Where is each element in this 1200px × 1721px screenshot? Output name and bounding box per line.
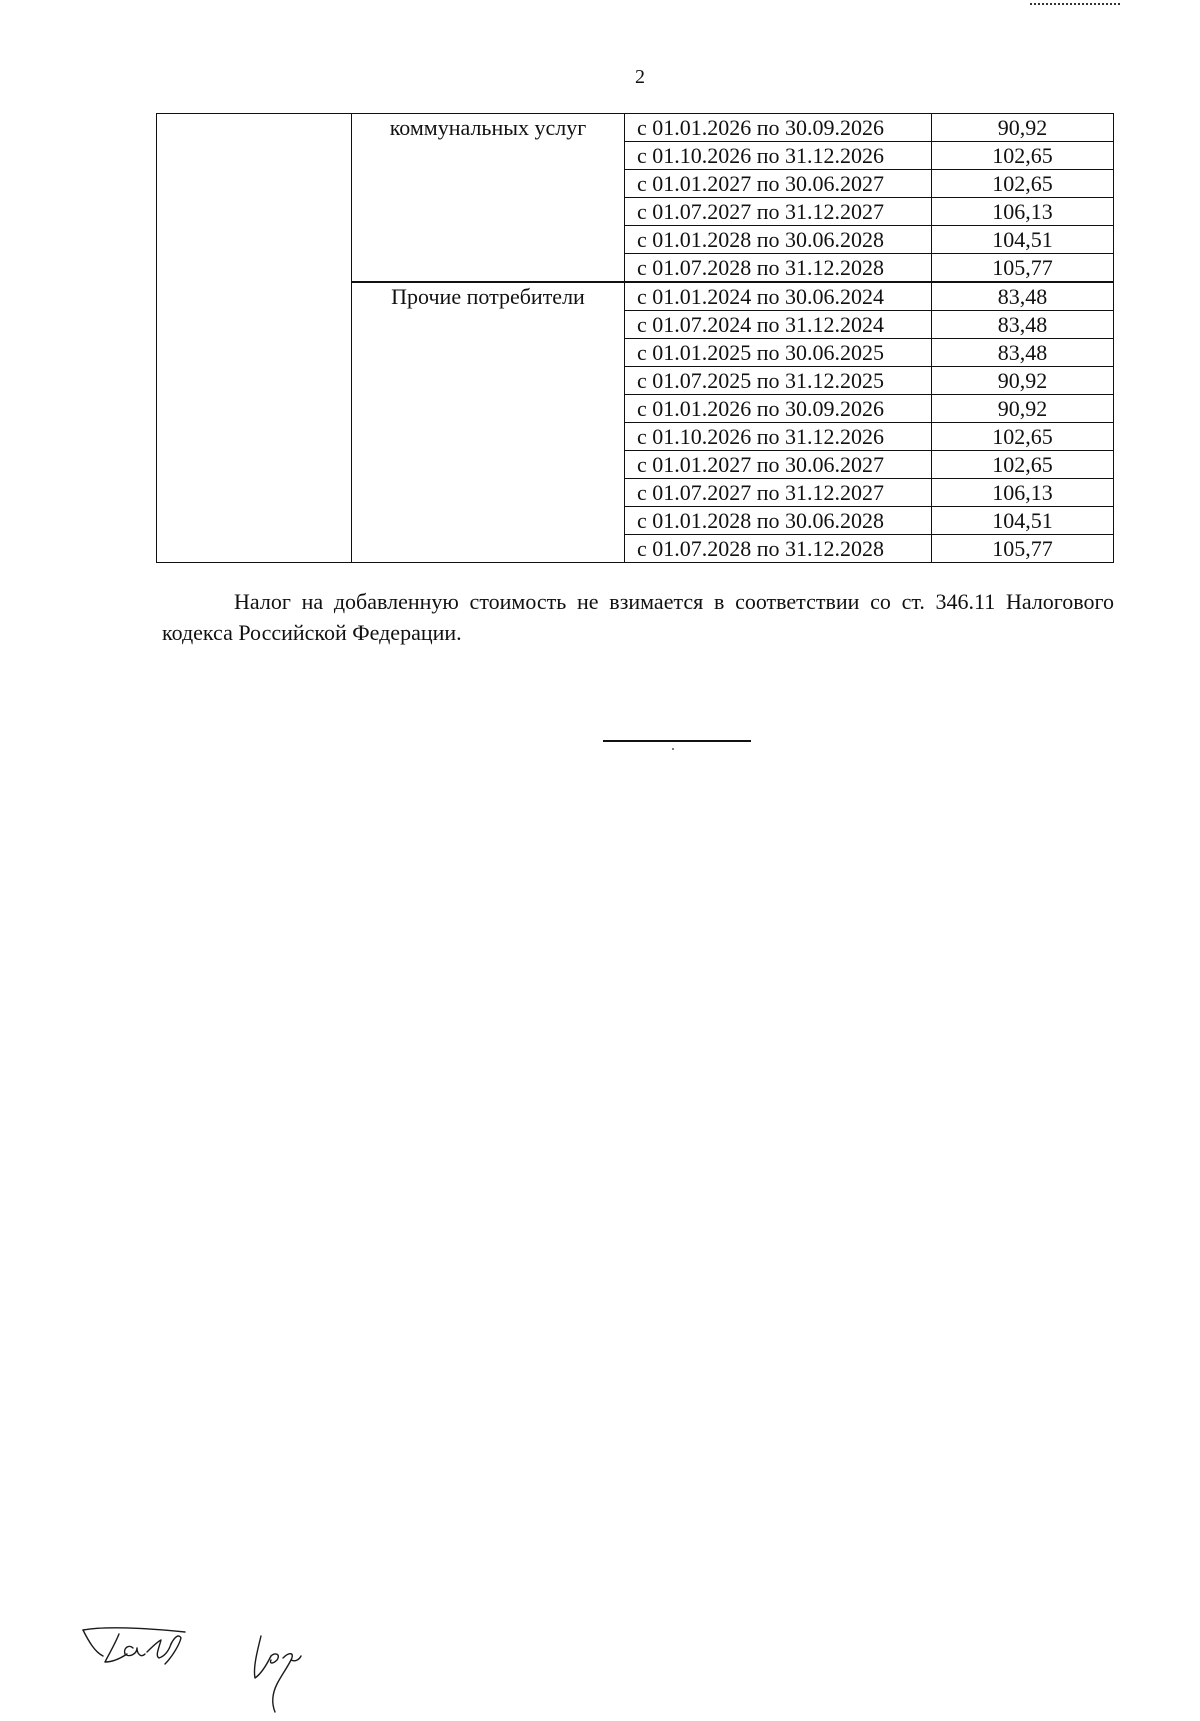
tariff-value-cell: 106,13 [932,479,1114,507]
tariff-value-cell: 102,65 [932,423,1114,451]
consumer-cell: коммунальных услуг [352,114,625,283]
tariff-value-cell: 83,48 [932,311,1114,339]
page-number: 2 [635,66,645,88]
period-cell: с 01.10.2026 по 31.12.2026 [625,423,932,451]
table-cell-empty [157,114,352,563]
tariff-value-cell: 106,13 [932,198,1114,226]
period-cell: с 01.01.2025 по 30.06.2025 [625,339,932,367]
period-cell: с 01.10.2026 по 31.12.2026 [625,142,932,170]
period-cell: с 01.01.2028 по 30.06.2028 [625,507,932,535]
consumer-cell: Прочие потребители [352,282,625,563]
period-cell: с 01.07.2028 по 31.12.2028 [625,535,932,563]
tariff-table-body [157,114,1114,563]
table-row [157,114,1114,142]
tariff-value-cell: 90,92 [932,395,1114,423]
tariff-value-cell: 105,77 [932,254,1114,283]
period-cell: с 01.07.2024 по 31.12.2024 [625,311,932,339]
tariff-value-cell: 83,48 [932,339,1114,367]
period-cell: с 01.07.2027 по 31.12.2027 [625,198,932,226]
tariff-value-cell: 104,51 [932,226,1114,254]
period-cell: с 01.07.2025 по 31.12.2025 [625,367,932,395]
top-corner-mark [1030,0,1120,5]
handwritten-signature-icon [75,1618,335,1718]
period-cell: с 01.01.2024 по 30.06.2024 [625,282,932,311]
tariff-table [156,113,1114,563]
period-cell: с 01.01.2026 по 30.09.2026 [625,395,932,423]
period-cell: с 01.07.2028 по 31.12.2028 [625,254,932,283]
tariff-value-cell: 102,65 [932,142,1114,170]
period-cell: с 01.07.2027 по 31.12.2027 [625,479,932,507]
period-cell: с 01.01.2028 по 30.06.2028 [625,226,932,254]
period-cell: с 01.01.2027 по 30.06.2027 [625,170,932,198]
period-cell: с 01.01.2026 по 30.09.2026 [625,114,932,142]
closing-dot [672,748,674,750]
vat-note: Налог на добавленную стоимость не взимается в соответствии со ст. 346.11 Налогового кодекса Российской Федерации. [162,589,1114,645]
tariff-value-cell: 102,65 [932,451,1114,479]
tariff-value-cell: 83,48 [932,282,1114,311]
period-cell: с 01.01.2027 по 30.06.2027 [625,451,932,479]
tariff-value-cell: 90,92 [932,114,1114,142]
tariff-value-cell: 102,65 [932,170,1114,198]
closing-rule [603,740,751,742]
tariff-value-cell: 104,51 [932,507,1114,535]
tariff-value-cell: 105,77 [932,535,1114,563]
tariff-value-cell: 90,92 [932,367,1114,395]
